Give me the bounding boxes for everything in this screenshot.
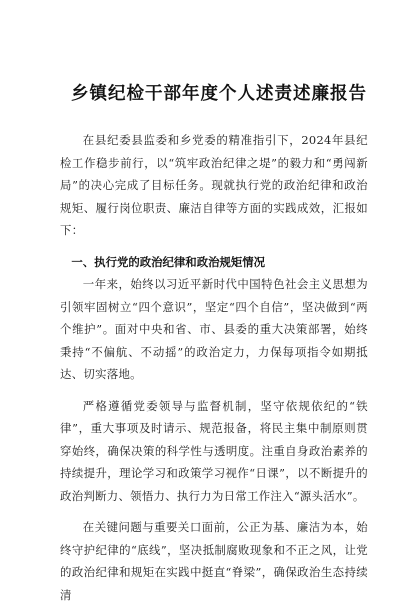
body-paragraph-2: 严格遵循党委领导与监督机制，坚守依规依纪的“铁律”，重大事项及时请示、规范报备，将民主集中制原则贯穿始终，确保决策的科学性与透明度。注重自身政治素养的持续提升，理论学习和政策学习视作“日课”，以不断提升的政治判断力、领悟力、执行力为日常工作注入“源头活水”。	[60, 398, 368, 503]
body-paragraph-1: 一年来，始终以习近平新时代中国特色社会主义思想为引领牢固树立“四个意识”，坚定“四个自信”，坚决做到“两个维护”。面对中央和省、市、县委的重大决策部署，始终秉持“不偏航、不动摇”的政治定力，力保每项指令如期抵达、切实落地。	[60, 277, 368, 381]
body-paragraph-3: 在关键问题与重要关口面前，公正为基、廉洁为本，始终守护纪律的“底线”，坚决抵制腐败现象和不正之风，让党的政治纪律和规矩在实践中挺直“脊梁”，确保政治生态持续清	[60, 520, 368, 602]
intro-paragraph: 在县纪委县监委和乡党委的精准指引下，2024年县纪检工作稳步前行，以“筑牢政治纪律之堤”的毅力和“勇闯新局”的决心完成了目标任务。现就执行党的政治纪律和政治规矩、履行岗位职责、廉洁自律等方面的实践成效，汇报如下：	[60, 133, 368, 237]
document-title: 乡镇纪检干部年度个人述责述廉报告	[71, 84, 367, 104]
section-heading: 一、执行党的政治纪律和政治规矩情况	[71, 254, 266, 269]
